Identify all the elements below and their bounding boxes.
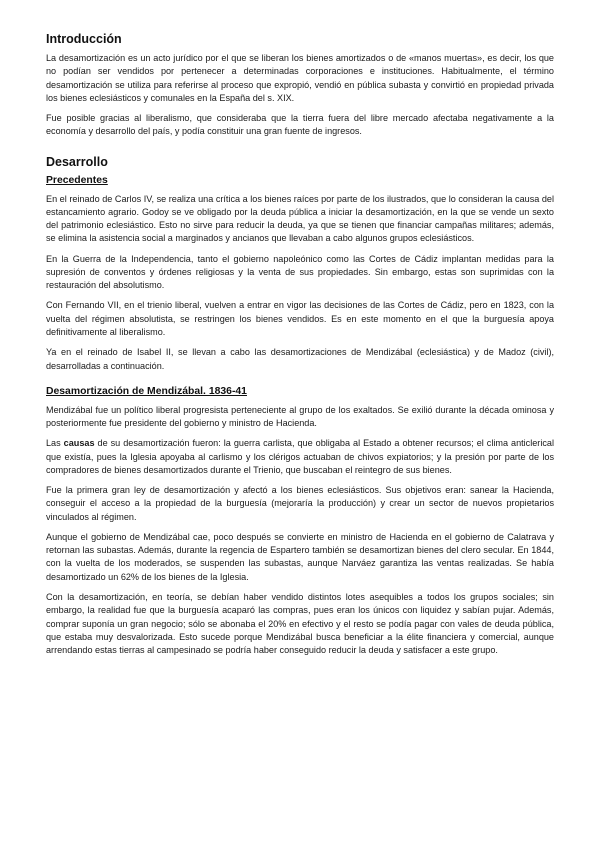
precedentes-paragraph-2: En la Guerra de la Independencia, tanto el gobierno napoleónico como las Cortes de Cádiz implantan medidas para la supresión de conventos y órdenes religiosas y la venta de sus propiedades. Sin embargo, estas son suprimidas con la restauración del absolutismo. — [46, 253, 554, 291]
causes-text: de su desamortización fueron: la guerra carlista, que obligaba al Estado a obtener recursos; el clima anticlerical que existía, pues la Iglesia apoyaba al carlismo y los clérigos actuaban de chivos expiatorios; y la presión por parte de los compradores de bienes desamortizados durante el Trienio, que buscaban el reintegro de sus bienes. — [46, 438, 554, 475]
causes-prefix: Las — [46, 438, 64, 449]
precedentes-paragraph-3: Con Fernando VII, en el trienio liberal, vuelven a entrar en vigor las decisiones de las Cortes de Cádiz, pero en 1823, con la vuelta del régimen absolutista, se restringen los bienes vendidos. Es en este momento en el que la burguesía apoya definitivamente al liberalismo. — [46, 300, 554, 337]
causes-keyword: causas — [63, 438, 95, 449]
development-heading: Desarrollo — [46, 154, 108, 169]
intro-heading: Introducción — [46, 32, 122, 46]
intro-paragraph-1: La desamortización es un acto jurídico por el que se liberan los bienes amortizados o de «manos muertas», es decir, los que no podían ser vendidos por pertenecer a determinadas corporaciones e instituciones. Habitualmente, el término desamortización se utiliza para referirse al proceso que expropió, vendió en pública subasta y convirtió en propiedad privada los bienes eclesiásticos y comunales en la España del s. XIX. — [46, 53, 554, 103]
precedentes-paragraph-1: En el reinado de Carlos IV, se realiza una crítica a los bienes raíces por parte de los ilustrados, que lo consideran la causa del estancamiento agrario. Godoy se ve obligado por la deuda pública a iniciar la desamortización, en la que se vende un sexto del patrimonio eclesiástico. Esto no sirve para reducir la deuda, ya que se tienen que financiar campañas militares; además, se elimina la asistencia social a marginados y ancianos que llevaban a cabo algunos grupos eclesiásticos. — [46, 193, 554, 244]
mendizabal-heading: Desamortización de Mendizábal. 1836-41 — [46, 385, 247, 397]
intro-paragraph-2: Fue posible gracias al liberalismo, que consideraba que la tierra fuera del libre mercado afectaba negativamente a la economía y desarrollo del país, y podía constituir una gran fuente de ingresos. — [46, 113, 554, 137]
precedentes-paragraph-4: Ya en el reinado de Isabel II, se llevan a cabo las desamortizaciones de Mendizábal (eclesiástica) y de Madoz (civil), desarrolladas a continuación. — [46, 347, 554, 371]
mendizabal-paragraph-5: Con la desamortización, en teoría, se debían haber vendido distintos lotes asequibles a todos los grupos sociales; sin embargo, la realidad fue que la burguesía acaparó las compras, pues eran los únicos con liquidez y sabían pujar. Además, comprar suponía un gran negocio; sólo se abonaba el 20% en efectivo y el resto se podía pagar con vales de deuda pública, que estaba muy desvalorizada. Esto sucede porque Mendizábal busca beneficiar a la élite financiera y comercial, aunque arrendando estas tierras al campesinado se podría haber conseguido reducir la deuda y satisfacer a este grupo. — [46, 591, 554, 656]
mendizabal-paragraph-2 — [46, 437, 554, 477]
mendizabal-paragraph-4: Aunque el gobierno de Mendizábal cae, poco después se convierte en ministro de Hacienda en el gobierno de Calatrava y retornan las subastas. Además, durante la regencia de Espartero también se desamortizan bienes del clero secular. En 1844, con la vuelta de los moderados, se suspenden las subastas, aunque Narváez garantiza las ventas realizadas. Se había desamortizado un 62% de los bienes de la Iglesia. — [46, 531, 554, 582]
mendizabal-paragraph-1: Mendizábal fue un político liberal progresista perteneciente al grupo de los exaltados. Se exilió durante la década ominosa y posteriormente fue presidente del gobierno y ministro de Hacienda. — [46, 404, 554, 429]
precedentes-heading: Precedentes — [46, 174, 108, 186]
mendizabal-paragraph-3: Fue la primera gran ley de desamortización y afectó a los bienes eclesiásticos. Sus objetivos eran: sanear la Hacienda, conseguir el acceso a la propiedad de la burguesía (mejoraría la producción) y crear un sector de nuevos propietarios vinculados al régimen. — [46, 485, 554, 522]
